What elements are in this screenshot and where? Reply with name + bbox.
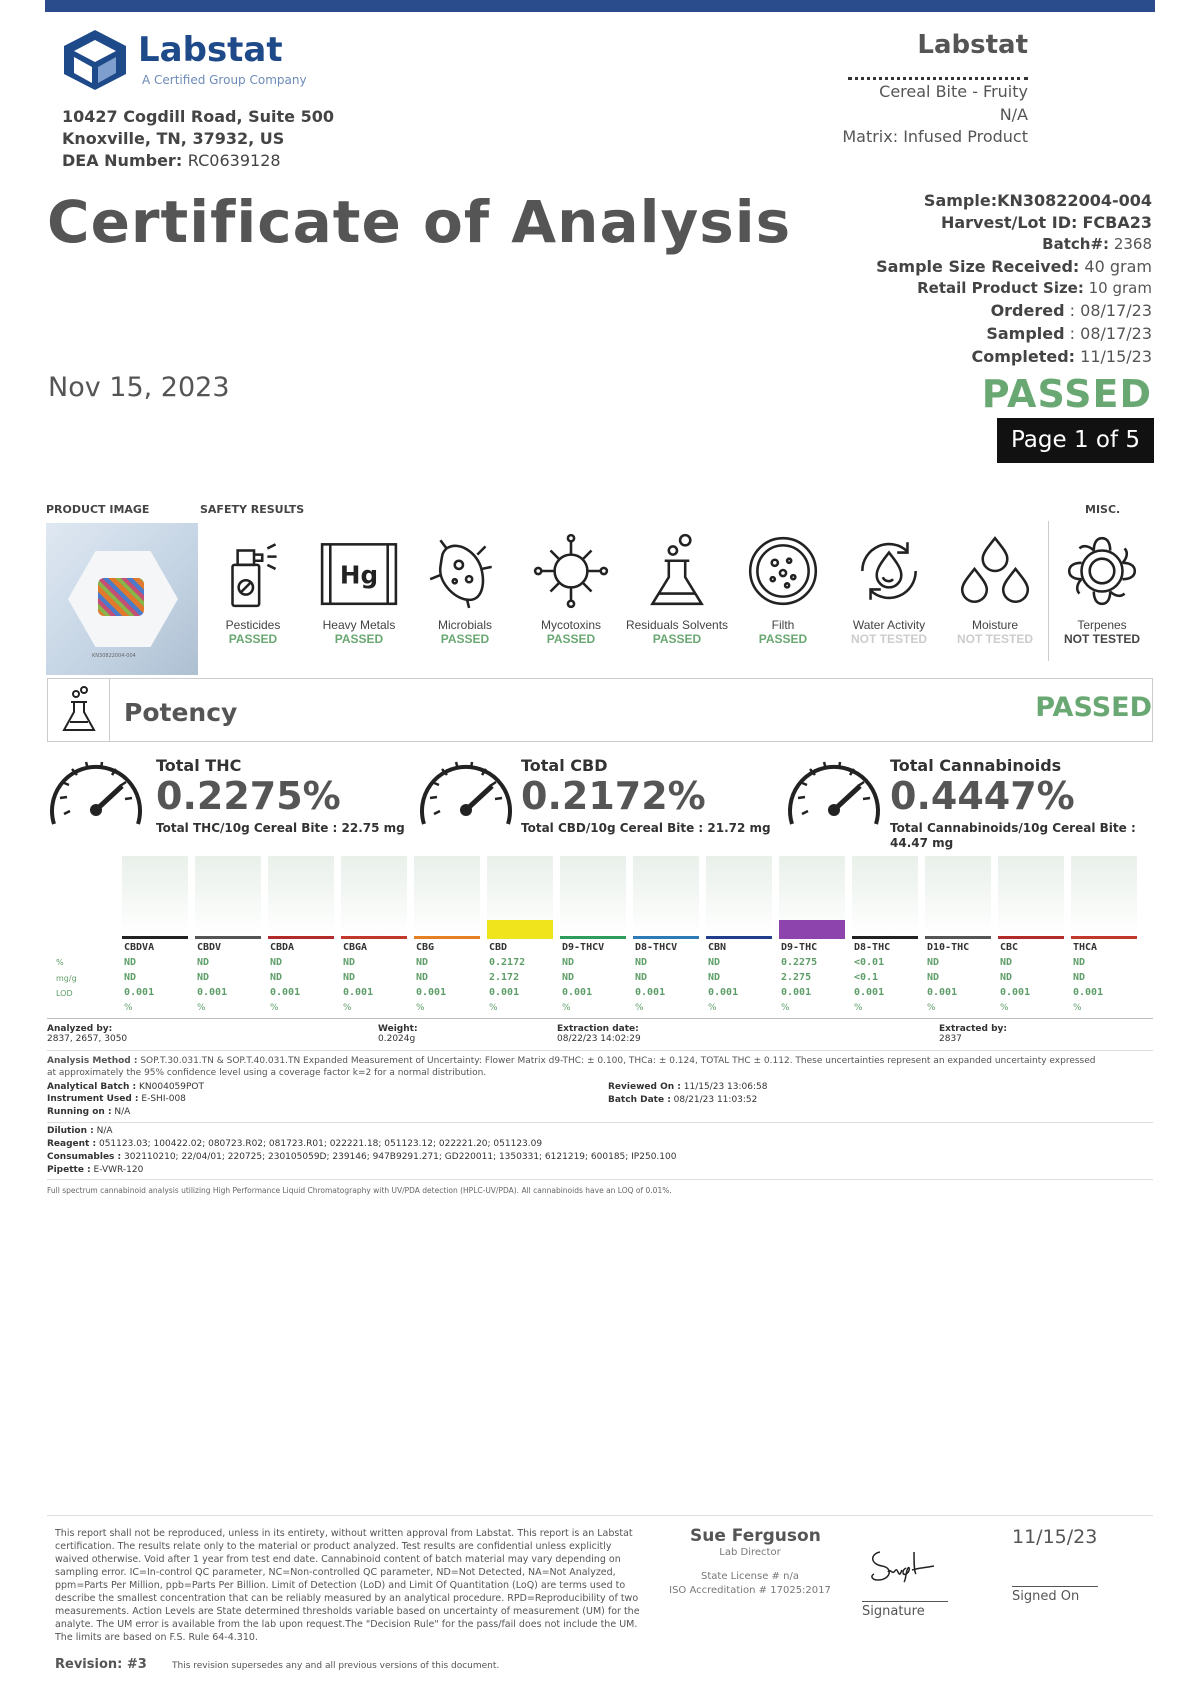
- potency-label: Potency: [124, 698, 238, 727]
- cannabinoid-percent: ND: [708, 957, 721, 968]
- cannabinoid-column-bg: [341, 856, 407, 936]
- row-label-mgg: mg/g: [56, 974, 77, 983]
- cannabinoid-name: D9-THCV: [562, 942, 605, 953]
- row-label-lod: LOD: [56, 989, 73, 998]
- total-cannabinoids-sub2: 44.47 mg: [890, 836, 954, 850]
- cannabinoid-column-bg: [560, 856, 626, 936]
- cannabinoid-color-line: [487, 936, 553, 939]
- cannabinoid-percent: ND: [124, 957, 137, 968]
- cannabinoid-mgg: ND: [343, 972, 356, 983]
- lab-name: Labstat: [138, 30, 283, 70]
- cannabinoid-unit: %: [781, 1003, 790, 1013]
- product-image-header: PRODUCT IMAGE: [46, 503, 150, 516]
- instrument-label: Instrument Used :: [47, 1094, 139, 1104]
- client-matrix: Matrix: Infused Product: [842, 127, 1028, 146]
- ordered-value: : 08/17/23: [1069, 301, 1152, 320]
- running-label: Running on :: [47, 1107, 112, 1117]
- extracted-by-value: 2837: [939, 1034, 962, 1044]
- cannabinoid-lod: 0.001: [927, 987, 958, 998]
- cannabinoid-unit: %: [197, 1003, 206, 1013]
- analysis-method: [47, 1055, 1157, 1079]
- cannabinoid-unit: %: [708, 1003, 717, 1013]
- safety-item-microbials: [412, 530, 518, 646]
- gauge-icon: [784, 752, 884, 832]
- batchdate-label: Batch Date :: [608, 1095, 671, 1105]
- revision-note: This revision supersedes any and all previous versions of this document.: [172, 1661, 500, 1671]
- safety-label: Mycotoxins: [540, 618, 602, 632]
- cannabinoid-percent: ND: [635, 957, 648, 968]
- cannabinoid-percent: <0.01: [854, 957, 885, 968]
- reagent-value: 051123.03; 100422.02; 080723.R02; 081723.R01; 022221.18; 051123.12; 022221.20; 051123.09: [98, 1139, 543, 1149]
- batch-date: [608, 1095, 757, 1105]
- total-cannabinoids-label: Total Cannabinoids: [890, 756, 1062, 775]
- extracted-by: [939, 1024, 1007, 1044]
- gauge-icon: [416, 752, 516, 832]
- cannabinoid-lod: 0.001: [708, 987, 739, 998]
- cannabinoid-mgg: ND: [416, 972, 429, 983]
- cannabinoid-percent: ND: [343, 957, 356, 968]
- safety-item-pesticides: [200, 530, 306, 646]
- safety-status: PASSED: [440, 632, 490, 646]
- batch-label: Batch#:: [1042, 235, 1110, 253]
- signature-image: [862, 1542, 942, 1592]
- completed-label: Completed:: [971, 347, 1076, 366]
- sample-value: KN30822004-004: [997, 191, 1152, 210]
- cannabinoid-mgg: 2.275: [781, 972, 812, 983]
- weight: [378, 1024, 418, 1044]
- safety-status: NOT TESTED: [1063, 632, 1140, 646]
- lot-id: [941, 213, 1152, 232]
- method-label: Analysis Method :: [47, 1056, 138, 1066]
- cannabinoid-color-line: [852, 936, 918, 939]
- cannabinoid-percent: ND: [416, 957, 429, 968]
- cannabinoid-lod: 0.001: [1073, 987, 1104, 998]
- ordered-label: Ordered: [990, 301, 1065, 320]
- total-cbd-value: 0.2172%: [521, 774, 706, 818]
- cannabinoid-color-line: [633, 936, 699, 939]
- lot-value: FCBA23: [1082, 213, 1152, 232]
- analyzed-by: [47, 1024, 127, 1044]
- cannabinoid-percent: ND: [1000, 957, 1013, 968]
- safety-label: Microbials: [437, 618, 492, 632]
- extraction-label: Extraction date:: [557, 1024, 639, 1034]
- safety-results-header: SAFETY RESULTS: [200, 503, 305, 516]
- cannabinoid-name: THCA: [1073, 942, 1098, 953]
- cannabinoid-percent: ND: [562, 957, 575, 968]
- pipette-label: Pipette :: [47, 1165, 91, 1175]
- cannabinoid-name: CBDA: [270, 942, 295, 953]
- cannabinoid-column-bg: [1071, 856, 1137, 936]
- cannabinoid-unit: %: [416, 1003, 425, 1013]
- report-date: Nov 15, 2023: [48, 372, 230, 403]
- extracted-by-label: Extracted by:: [939, 1024, 1007, 1034]
- retail-product-size: [917, 279, 1152, 297]
- method-value-2: at approximately the 95% confidence level using a coverage factor k=2 for a normal distribution.: [47, 1068, 487, 1078]
- signed-on-label: Signed On: [1012, 1589, 1080, 1604]
- cannabinoid-lod: 0.001: [781, 987, 812, 998]
- cannabinoid-lod: 0.001: [1000, 987, 1031, 998]
- cannabinoid-mgg: ND: [562, 972, 575, 983]
- total-thc-sub: Total THC/10g Cereal Bite : 22.75 mg: [156, 821, 405, 835]
- safety-status: PASSED: [228, 632, 278, 646]
- total-cannabinoids-sub: Total Cannabinoids/10g Cereal Bite :: [890, 821, 1136, 835]
- instrument-used: [47, 1094, 186, 1104]
- cannabinoid-unit: %: [343, 1003, 352, 1013]
- cannabinoid-name: CBDVA: [124, 942, 155, 953]
- cannabinoid-column-bg: [998, 856, 1064, 936]
- cannabinoid-color-line: [1071, 936, 1137, 939]
- cannabinoid-percent: ND: [270, 957, 283, 968]
- cannabinoid-column-bg: [122, 856, 188, 936]
- flower-icon: [1061, 530, 1143, 612]
- cannabinoid-lod: 0.001: [489, 987, 520, 998]
- method-note: Full spectrum cannabinoid analysis utilizing High Performance Liquid Chromatography with UV/PDA detection (HPLC-UV/PDA). All cannabinoids have an LOQ of 0.01%.: [47, 1186, 672, 1195]
- svg-text:Hg: Hg: [339, 560, 379, 590]
- safety-label: Filth: [771, 618, 795, 632]
- reviewed-on: [608, 1082, 767, 1092]
- cannabinoid-color-line: [414, 936, 480, 939]
- dilution-label: Dilution :: [47, 1126, 94, 1136]
- iso-accreditation: ISO Accreditation # 17025:2017: [669, 1585, 831, 1596]
- consumables: [47, 1152, 676, 1162]
- retail-size-value: 10 gram: [1088, 279, 1152, 297]
- safety-item-terpenes: [1049, 530, 1155, 646]
- extraction-date: [557, 1024, 641, 1044]
- lab-address-line2: Knoxville, TN, 37932, US: [62, 129, 285, 148]
- safety-label: Water Activity: [852, 618, 926, 632]
- analyzed-by-label: Analyzed by:: [47, 1024, 113, 1034]
- divider: [47, 1018, 1153, 1019]
- cannabinoid-percent: ND: [927, 957, 940, 968]
- reviewed-value: 11/15/23 13:06:58: [683, 1082, 768, 1092]
- cannabinoid-name: CBDV: [197, 942, 222, 953]
- total-cbd-sub: Total CBD/10g Cereal Bite : 21.72 mg: [521, 821, 771, 835]
- cannabinoid-lod: 0.001: [635, 987, 666, 998]
- cannabinoid-mgg: ND: [927, 972, 940, 983]
- cannabinoid-name: CBN: [708, 942, 727, 953]
- cannabinoid-name: CBD: [489, 942, 508, 953]
- spray-bottle-icon: [212, 530, 294, 612]
- cannabinoid-column-bg: [268, 856, 334, 936]
- batchdate-value: 08/21/23 11:03:52: [673, 1095, 758, 1105]
- sampled-date: [986, 324, 1152, 343]
- cannabinoid-column-bg: [925, 856, 991, 936]
- revision: [55, 1657, 147, 1672]
- dilution-value: N/A: [96, 1126, 113, 1136]
- cannabinoid-percent: 0.2275: [781, 957, 818, 968]
- cannabinoid-unit: %: [562, 1003, 571, 1013]
- cannabinoid-color-line: [122, 936, 188, 939]
- sample-id: [924, 191, 1152, 210]
- divider: [47, 1050, 1153, 1051]
- ordered-date: [991, 301, 1152, 320]
- sampled-value: : 08/17/23: [1069, 324, 1152, 343]
- dea-number: [62, 151, 281, 170]
- cannabinoid-percent: ND: [1073, 957, 1086, 968]
- cannabinoid-color-line: [560, 936, 626, 939]
- footer-divider: [47, 1515, 1153, 1516]
- cannabinoid-column-bg: [414, 856, 480, 936]
- signed-line: [1012, 1586, 1098, 1587]
- cannabinoid-lod: 0.001: [343, 987, 374, 998]
- cannabinoid-mgg: ND: [708, 972, 721, 983]
- client-brand: Labstat: [917, 30, 1028, 60]
- signature-line: [862, 1601, 948, 1602]
- cannabinoid-color-line: [779, 936, 845, 939]
- potency-divider: [109, 679, 110, 741]
- pipette: [47, 1165, 143, 1175]
- pipette-value: E-VWR-120: [93, 1165, 144, 1175]
- cannabinoid-unit: %: [927, 1003, 936, 1013]
- signer-name: Sue Ferguson: [690, 1526, 821, 1546]
- cannabinoid-column-bg: [195, 856, 261, 936]
- completed-date: [972, 347, 1153, 366]
- disclaimer: This report shall not be reproduced, unless in its entirety, without written approval from Labstat. This report is an Labstat certification. The results relate only to the material or product analyzed. Test results are confidential unless explicitly waived otherwise. Void after 1 year from test end date. Cannabinoid content of batch material may vary depending on sampling error. IC=In-control QC parameter, NC=Non-controlled QC parameter, ND=Not Detected, NA=Not Analyzed, ppm=Parts Per Million, ppb=Parts Per Billion. Limit of Detection (LoD) and Limit Of Quantitation (LoQ) are terms used to describe the smallest concentration that can be reliably measured by an analytical procedure. RPD=Reproducibility of two measurements. Action Levels are State determined thresholds variable based on uncertainty of measurement (UM) for the analyte. The UM error is available from the lab upon request.The "Decision Rule" for the pass/fail does not include the UM. The limits are based on F.S. Rule 64-4.310.: [55, 1528, 640, 1643]
- product-image: [46, 523, 198, 675]
- cannabinoid-lod: 0.001: [562, 987, 593, 998]
- cannabinoid-mgg: ND: [1073, 972, 1086, 983]
- total-cannabinoids-value: 0.4447%: [890, 774, 1075, 818]
- cannabinoid-column-bg: [852, 856, 918, 936]
- virus-icon: [530, 530, 612, 612]
- cannabinoid-unit: %: [124, 1003, 133, 1013]
- consumables-value: 302110210; 22/04/01; 220725; 230105059D; 239146; 947B9291.271; GD220011; 1350331; 6121219; 600185; IP250.100: [124, 1152, 677, 1162]
- batch-number: [1042, 235, 1152, 253]
- client-line2: N/A: [999, 105, 1028, 124]
- cannabinoid-mgg: ND: [197, 972, 210, 983]
- cannabinoid-name: CBGA: [343, 942, 368, 953]
- microbe-icon: [424, 530, 506, 612]
- safety-label: Pesticides: [225, 618, 281, 632]
- lab-tagline: A Certified Group Company: [142, 73, 307, 87]
- cannabinoid-mgg: ND: [124, 972, 137, 983]
- cannabinoid-unit: %: [270, 1003, 279, 1013]
- retail-size-label: Retail Product Size:: [917, 279, 1084, 297]
- extraction-value: 08/22/23 14:02:29: [557, 1034, 641, 1044]
- signature-label: Signature: [862, 1604, 925, 1619]
- flask-icon: [636, 530, 718, 612]
- batch-value: 2368: [1113, 235, 1152, 253]
- cannabinoid-percent: ND: [197, 957, 210, 968]
- signed-date: 11/15/23: [1012, 1526, 1098, 1548]
- cannabinoid-unit: %: [635, 1003, 644, 1013]
- cannabinoid-color-line: [195, 936, 261, 939]
- lab-address-line1: 10427 Cogdill Road, Suite 500: [62, 107, 334, 126]
- cannabinoid-lod: 0.001: [124, 987, 155, 998]
- cannabinoid-column-bg: [633, 856, 699, 936]
- cannabinoid-color-line: [268, 936, 334, 939]
- safety-label: Residuals Solvents: [625, 618, 729, 632]
- dilution: [47, 1126, 113, 1136]
- batch-value: KN004059POT: [139, 1082, 204, 1092]
- analytical-batch: [47, 1081, 204, 1094]
- safety-item-residual-solvents: [624, 530, 730, 646]
- divider: [47, 1122, 1153, 1123]
- potency-status: PASSED: [1035, 692, 1152, 723]
- total-cbd-label: Total CBD: [521, 756, 608, 775]
- safety-status: PASSED: [334, 632, 384, 646]
- header-bar: [45, 0, 1155, 12]
- total-thc-label: Total THC: [156, 756, 242, 775]
- cannabinoid-color-line: [998, 936, 1064, 939]
- hg-element-icon: [318, 530, 400, 612]
- cannabinoid-unit: %: [489, 1003, 498, 1013]
- cannabinoid-mgg: <0.1: [854, 972, 879, 983]
- cannabinoid-mgg: 2.172: [489, 972, 520, 983]
- safety-item-mycotoxins: [518, 530, 624, 646]
- consumables-label: Consumables :: [47, 1152, 122, 1162]
- cannabinoid-name: D8-THCV: [635, 942, 678, 953]
- reviewed-label: Reviewed On :: [608, 1082, 681, 1092]
- revision-value: #3: [126, 1657, 147, 1672]
- cannabinoid-lod: 0.001: [854, 987, 885, 998]
- cannabinoid-color-line: [341, 936, 407, 939]
- safety-label: Heavy Metals: [322, 618, 396, 632]
- safety-status: NOT TESTED: [956, 632, 1033, 646]
- analyzed-by-value: 2837, 2657, 3050: [47, 1034, 128, 1044]
- safety-status: PASSED: [652, 632, 702, 646]
- product-image-label: KN30822004-004: [92, 653, 136, 659]
- cannabinoid-lod: 0.001: [270, 987, 301, 998]
- petri-dish-icon: [742, 530, 824, 612]
- state-license: State License # n/a: [701, 1571, 799, 1582]
- completed-value: 11/15/23: [1080, 347, 1152, 366]
- page-title: Certificate of Analysis: [47, 188, 792, 256]
- cannabinoid-name: D8-THC: [854, 942, 891, 953]
- safety-item-moisture: [942, 530, 1048, 646]
- revision-label: Revision:: [55, 1657, 123, 1672]
- running-on: [47, 1107, 130, 1117]
- row-label-pct: %: [56, 958, 64, 967]
- divider: [47, 1179, 1153, 1180]
- signer-title: Lab Director: [719, 1547, 781, 1558]
- dea-value: RC0639128: [187, 151, 281, 170]
- safety-status: PASSED: [546, 632, 596, 646]
- cannabinoid-column-bg: [706, 856, 772, 936]
- overall-status-badge: PASSED: [981, 372, 1152, 416]
- cannabinoid-unit: %: [1073, 1003, 1082, 1013]
- total-thc-value: 0.2275%: [156, 774, 341, 818]
- safety-status: PASSED: [758, 632, 808, 646]
- weight-value: 0.2024g: [378, 1034, 416, 1044]
- cannabinoid-name: CBG: [416, 942, 435, 953]
- client-product: Cereal Bite - Fruity: [879, 82, 1028, 101]
- cannabinoid-mgg: ND: [635, 972, 648, 983]
- cannabinoid-percent: 0.2172: [489, 957, 526, 968]
- safety-item-heavy-metals: [306, 530, 412, 646]
- sample-size-received: [876, 257, 1152, 276]
- misc-header: MISC.: [1085, 503, 1121, 516]
- instrument-value: E-SHI-008: [141, 1094, 186, 1104]
- reagent-label: Reagent :: [47, 1139, 97, 1149]
- flask-icon: [62, 686, 96, 732]
- cannabinoid-lod: 0.001: [197, 987, 228, 998]
- running-value: N/A: [114, 1107, 131, 1117]
- cannabinoid-name: CBC: [1000, 942, 1019, 953]
- size-received-value: 40 gram: [1084, 257, 1152, 276]
- water-drop-icon: [848, 530, 930, 612]
- cannabinoid-mgg: ND: [1000, 972, 1013, 983]
- dotted-divider: [848, 77, 1028, 80]
- size-received-label: Sample Size Received:: [876, 257, 1080, 276]
- cannabinoid-unit: %: [854, 1003, 863, 1013]
- reagent: [47, 1139, 542, 1149]
- cannabinoid-lod: 0.001: [416, 987, 447, 998]
- safety-item-filth: [730, 530, 836, 646]
- batch-label: Analytical Batch :: [47, 1082, 137, 1092]
- cannabinoid-color-line: [706, 936, 772, 939]
- safety-label: Terpenes: [1077, 618, 1127, 632]
- cannabinoid-color-line: [925, 936, 991, 939]
- lot-label: Harvest/Lot ID:: [940, 213, 1078, 232]
- gauge-icon: [46, 752, 146, 832]
- cannabinoid-name: D9-THC: [781, 942, 818, 953]
- safety-item-water-activity: [836, 530, 942, 646]
- safety-status: NOT TESTED: [850, 632, 927, 646]
- method-value: SOP.T.30.031.TN & SOP.T.40.031.TN Expanded Measurement of Uncertainty: Flower Matrix d9-THC: ± 0.100, THCa: ± 0.124, TOTAL THC ± 0.112. These uncertainties represent an expanded uncertainty expressed: [140, 1056, 1096, 1066]
- cannabinoid-unit: %: [1000, 1003, 1009, 1013]
- weight-label: Weight:: [378, 1024, 418, 1034]
- sample-label: Sample:: [923, 191, 998, 210]
- cannabinoid-mgg: ND: [270, 972, 283, 983]
- page-indicator: Page 1 of 5: [997, 418, 1154, 463]
- labstat-logo-icon: [60, 28, 130, 92]
- cannabinoid-name: D10-THC: [927, 942, 970, 953]
- safety-label: Moisture: [971, 618, 1018, 632]
- sampled-label: Sampled: [986, 324, 1065, 343]
- droplets-icon: [954, 530, 1036, 612]
- dea-label: DEA Number:: [62, 151, 183, 170]
